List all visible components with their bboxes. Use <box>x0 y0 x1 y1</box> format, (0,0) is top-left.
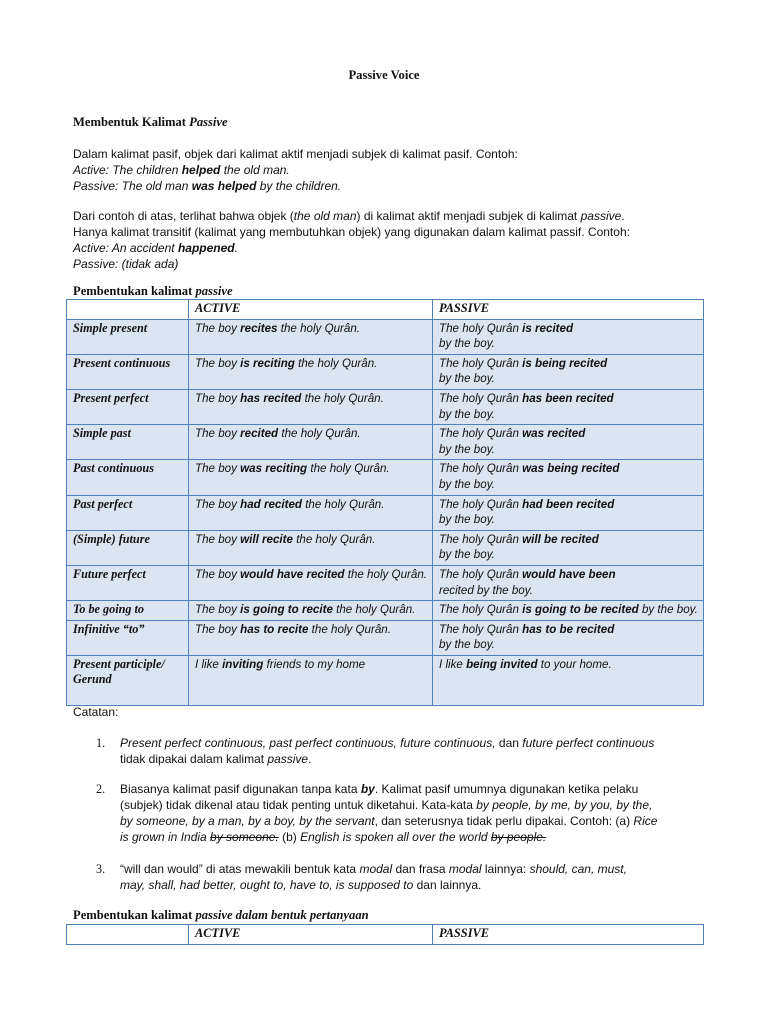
heading-text: Membentuk Kalimat <box>73 115 190 129</box>
table-header-row <box>67 300 704 320</box>
passive-cell: The holy Qurân would have been recited by the boy. <box>433 565 704 600</box>
header-passive: PASSIVE <box>433 300 704 320</box>
tense-label: Simple past <box>67 425 189 460</box>
active-cell: The boy was reciting the holy Qurân. <box>189 460 433 495</box>
active-cell: The boy is reciting the holy Qurân. <box>189 354 433 389</box>
para1-passive-example: Passive: The old man was helped by the children. <box>73 179 342 193</box>
para1-active-example: Active: The children helped the old man. <box>73 163 290 177</box>
section-heading-membentuk <box>73 115 228 130</box>
passive-table <box>66 299 704 706</box>
table-header-row <box>67 925 704 945</box>
header-passive: PASSIVE <box>433 925 704 945</box>
passive-cell: The holy Qurân was recited by the boy. <box>433 425 704 460</box>
active-cell: The boy would have recited the holy Qurân. <box>189 565 433 600</box>
page-title: Passive Voice <box>348 68 420 82</box>
header-empty <box>67 925 189 945</box>
table-row <box>67 601 704 621</box>
active-cell: The boy has to recite the holy Qurân. <box>189 620 433 655</box>
tense-label: To be going to <box>67 601 189 621</box>
header-active: ACTIVE <box>189 925 433 945</box>
table-row <box>67 389 704 424</box>
tense-label: Infinitive “to” <box>67 620 189 655</box>
header-active: ACTIVE <box>189 300 433 320</box>
active-cell: The boy will recite the holy Qurân. <box>189 530 433 565</box>
tense-label: Future perfect <box>67 565 189 600</box>
section-heading-pembentukan: Pembentukan kalimat passive <box>73 284 233 298</box>
tense-label: Past perfect <box>67 495 189 530</box>
active-cell: The boy is going to recite the holy Qurân. <box>189 601 433 621</box>
passive-cell: The holy Qurân is going to be recited by the boy. <box>433 601 704 621</box>
tense-label: (Simple) future <box>67 530 189 565</box>
heading-italic: Passive <box>189 115 228 129</box>
passive-cell: The holy Qurân is recited by the boy. <box>433 319 704 354</box>
para2-passive-example: Passive: (tidak ada) <box>73 257 179 271</box>
catatan-label: Catatan: <box>73 705 119 719</box>
tense-label: Present continuous <box>67 354 189 389</box>
passive-cell: The holy Qurân was being recited by the boy. <box>433 460 704 495</box>
table-row <box>67 655 704 705</box>
passive-cell: The holy Qurân has been recited by the boy. <box>433 389 704 424</box>
table-row <box>67 565 704 600</box>
tense-label: Present participle/ Gerund <box>67 655 189 705</box>
tense-label: Past continuous <box>67 460 189 495</box>
passive-cell: The holy Qurân had been recited by the boy. <box>433 495 704 530</box>
para1-line1: Dalam kalimat pasif, objek dari kalimat aktif menjadi subjek di kalimat pasif. Contoh: <box>73 147 518 161</box>
tense-label: Present perfect <box>67 389 189 424</box>
table-row <box>67 620 704 655</box>
passive-cell: I like being invited to your home. <box>433 655 704 705</box>
active-cell: The boy has recited the holy Qurân. <box>189 389 433 424</box>
table-row <box>67 460 704 495</box>
para2-line2: Hanya kalimat transitif (kalimat yang membutuhkan objek) yang digunakan dalam kalimat passif. Contoh: <box>73 225 630 239</box>
passive-cell: The holy Qurân will be recited by the boy. <box>433 530 704 565</box>
active-cell: I like inviting friends to my home <box>189 655 433 705</box>
para2-active-example: Active: An accident happened. <box>73 241 238 255</box>
table-row <box>67 354 704 389</box>
section-heading-pertanyaan: Pembentukan kalimat passive dalam bentuk pertanyaan <box>73 908 369 922</box>
question-table <box>66 924 704 945</box>
table-row <box>67 530 704 565</box>
active-cell: The boy recites the holy Qurân. <box>189 319 433 354</box>
table-row <box>67 425 704 460</box>
active-cell: The boy recited the holy Qurân. <box>189 425 433 460</box>
passive-cell: The holy Qurân has to be recited by the boy. <box>433 620 704 655</box>
para2-line1: Dari contoh di atas, terlihat bahwa objek (the old man) di kalimat aktif menjadi subjek di kalimat passive. <box>73 209 625 223</box>
table-row <box>67 319 704 354</box>
header-empty <box>67 300 189 320</box>
table-row <box>67 495 704 530</box>
passive-cell: The holy Qurân is being recited by the boy. <box>433 354 704 389</box>
tense-label: Simple present <box>67 319 189 354</box>
active-cell: The boy had recited the holy Qurân. <box>189 495 433 530</box>
